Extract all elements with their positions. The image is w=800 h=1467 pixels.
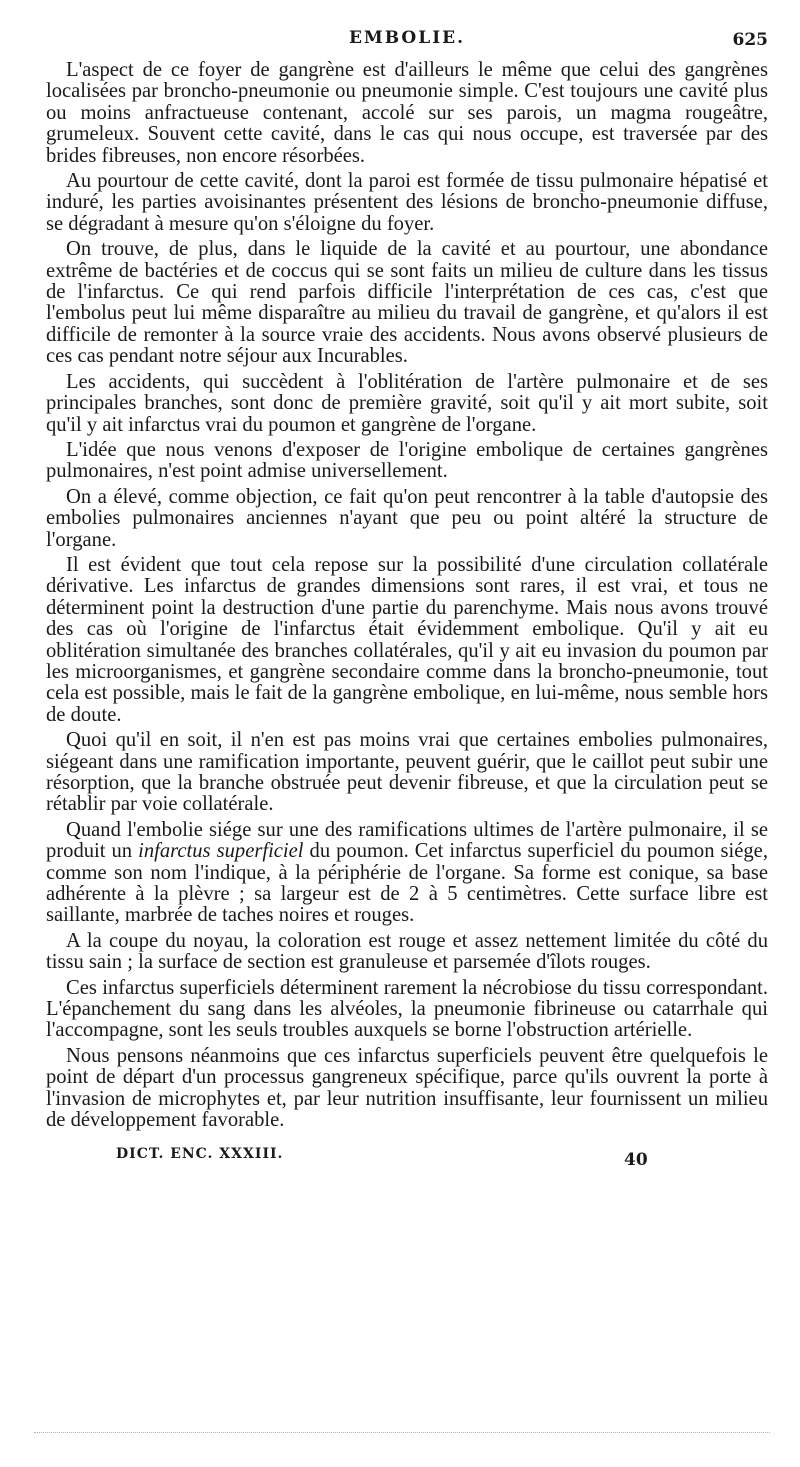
paragraph-text: Nous pensons néanmoins que ces infarctus superficiels peuvent être quelquefois le point de départ d'un processus gangreneux spécifique, parce qu'ils ouvrent la porte à l'invasion de microphytes et, par leur nutrition insuffisante, leur fournissent un milieu de développement favorable. (46, 1044, 768, 1132)
paragraph-text: L'idée que nous venons d'exposer de l'origine embolique de certaines gangrènes pulmonaires, n'est point admise universellement. (46, 438, 768, 483)
bottom-dotted-rule (34, 1432, 770, 1433)
page-number: 625 (732, 30, 768, 50)
paragraph-text: Quoi qu'il en soit, il n'en est pas moins vrai que certaines embolies pulmonaires, siégeant dans une ramification importante, peuvent guérir, que le caillot peut subir une résorption, que la branche obstruée peut devenir fibreuse, et que la circulation peut se rétablir par voie collatérale. (46, 729, 768, 816)
paragraph-text: du poumon. Cet infarctus superficiel du poumon siége, comme son nom l'indique, à la périphérie de l'organe. Sa forme est conique, sa base adhérente à la plèvre ; sa largeur est de 2 à 5 centimètres. Cette surface libre est saillante, marbrée de taches noires et rouges. (46, 840, 768, 927)
paragraph (46, 60, 768, 167)
paragraph-text: On trouve, de plus, dans le liquide de la cavité et au pourtour, une abondance extrême de bactéries et de coccus qui se sont faits un milieu de culture dans les tissus de l'infarctus. Ce qui rend parfois difficile l'interprétation de ces cas, c'est que l'embolus peut lui même disparaître au milieu du travail de gangrène, et qu'alors il est difficile de remonter à la source vraie des accidents. Nous avons observé plusieurs de ces cas pendant notre séjour aux Incurables. (46, 238, 768, 368)
paragraph (46, 820, 768, 927)
signature-number: 40 (624, 1149, 648, 1170)
running-head (46, 28, 768, 54)
paragraph-text: Les accidents, qui succèdent à l'oblitération de l'artère pulmonaire et de ses principales branches, sont donc de première gravité, soit qu'il y ait mort subite, soit qu'il y ait infarctus vrai du poumon et gangrène de l'organe. (46, 370, 768, 436)
paragraph (46, 555, 768, 726)
paragraph (46, 239, 768, 367)
paragraph (46, 487, 768, 551)
page (46, 28, 768, 1176)
paragraph-text: A la coupe du noyau, la coloration est rouge et assez nettement limitée du côté du tissu sain ; la surface de section est granuleuse et parsemée d'îlots rouges. (46, 929, 768, 974)
paragraph-text: L'aspect de ce foyer de gangrène est d'ailleurs le même que celui des gangrènes localisées par broncho-pneumonie ou pneumonie simple. C'est toujours une cavité plus ou moins anfractueuse contenant, accolé sur ses parois, un magma rougeâtre, grumeleux. Souvent cette cavité, dans le cas qui nous occupe, est traversée par des brides fibreuses, non encore résorbées. (46, 59, 768, 167)
paragraph (46, 978, 768, 1042)
paragraph (46, 931, 768, 974)
running-title: EMBOLIE. (348, 28, 466, 48)
italic-term: infarctus superficiel (138, 840, 304, 863)
signature-mark: DICT. ENC. XXXIII. (116, 1145, 284, 1162)
paragraph (46, 372, 768, 436)
paragraph (46, 440, 768, 483)
paragraph-text: Ces infarctus superficiels déterminent rarement la nécrobiose du tissu correspondant. L'épanchement du sang dans les alvéoles, la pneumonie fibrineuse ou catarrhale qui l'accompagne, sont les seuls troubles auxquels se borne l'obstruction artérielle. (46, 976, 768, 1042)
paragraph (46, 171, 768, 235)
paragraph (46, 1046, 768, 1132)
paragraph-text: Quand l'embolie siége sur une des ramifications ultimes de l'artère pulmonaire, il se produit un (46, 818, 768, 863)
paragraph-text: On a élevé, comme objection, ce fait qu'on peut rencontrer à la table d'autopsie des embolies pulmonaires anciennes n'ayant que peu ou point altéré la structure de l'organe. (46, 485, 768, 551)
footer (46, 1146, 768, 1176)
paragraph-text: Il est évident que tout cela repose sur la possibilité d'une circulation collatérale dérivative. Les infarctus de grandes dimensions sont rares, il est vrai, et tous ne déterminent point la destruction d'une partie du parenchyme. Mais nous avons trouvé des cas où l'origine de l'infarctus était évidemment embolique. Qu'il y ait eu oblitération simultanée des branches collatérales, qu'il y ait eu invasion du poumon par les microorganismes, et gangrène secondaire comme dans la broncho-pneumonie, tout cela est possible, mais le fait de la gangrène embolique, en lui-même, nous semble hors de doute. (46, 553, 768, 726)
paragraph-text: Au pourtour de cette cavité, dont la paroi est formée de tissu pulmonaire hépatisé et induré, les parties avoisinantes présentent des lésions de broncho-pneumonie diffuse, se dégradant à mesure qu'on s'éloigne du foyer. (46, 170, 768, 235)
body-text (46, 60, 768, 1132)
paragraph (46, 730, 768, 816)
